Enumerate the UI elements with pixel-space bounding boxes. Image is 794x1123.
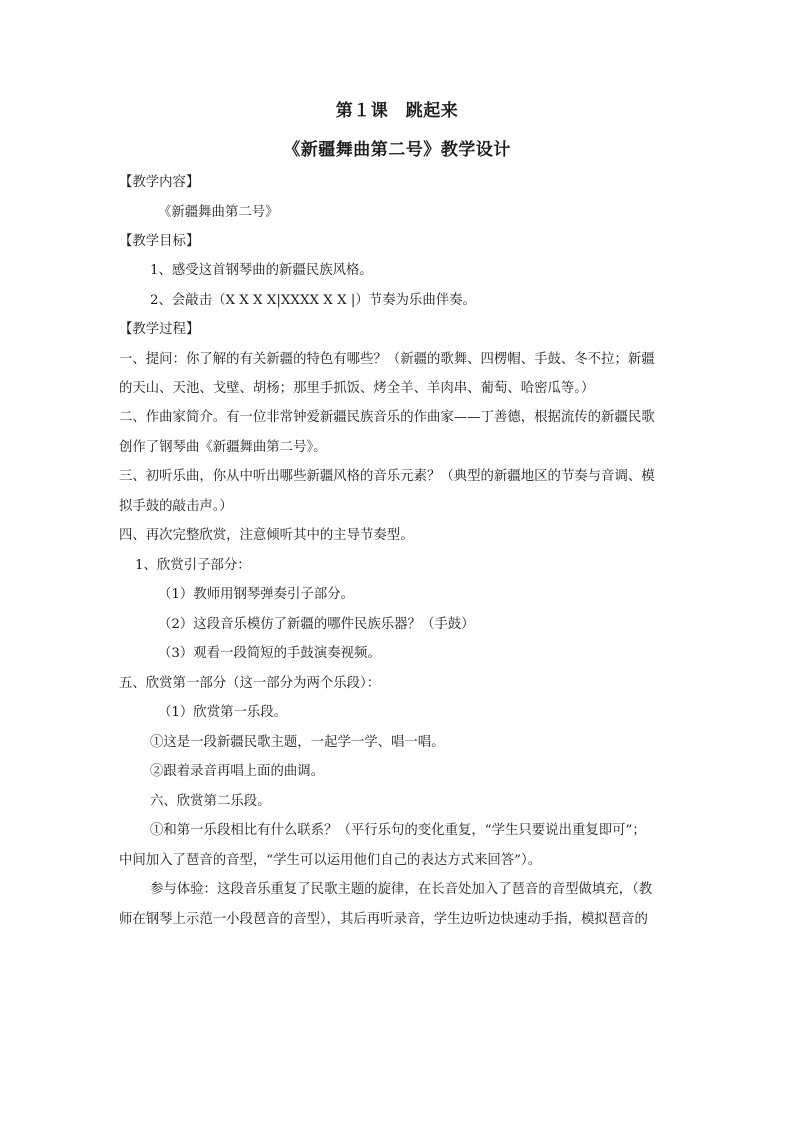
section-heading-content: 【教学内容】 (119, 175, 200, 190)
process-step-4: 四、再次完整欣赏，注意倾听其中的主导节奏型。 (119, 528, 414, 543)
participation-line-1: 参与体验：这段音乐重复了民歌主题的旋律，在长音处加入了琶音的音型做填充，（教 (150, 882, 653, 897)
participation-line-2: 师在钢琴上示范一小段琶音的音型），其后再听录音，学生边听边快速动手指，模拟琶音的 (119, 912, 648, 927)
part-2-point-1-line-2: 中间加入了琶音的音型，“学生可以运用他们自己的表达方式来回答”）。 (119, 853, 542, 868)
intro-heading: 1、欣赏引子部分： (135, 558, 251, 573)
process-step-3-line-2: 拟手鼓的敲击声。） (119, 499, 233, 514)
process-step-3-line-1: 三、初听乐曲，你从中听出哪些新疆风格的音乐元素？（典型的新疆地区的节奏与音调、模 (119, 469, 655, 484)
process-step-1-line-1: 一、提问：你了解的有关新疆的特色有哪些？（新疆的歌舞、四楞帽、手鼓、冬不拉；新疆 (119, 352, 655, 367)
part-1-point-1: ①这是一段新疆民歌主题，一起学一学、唱一唱。 (150, 735, 445, 750)
process-step-2-line-1: 二、作曲家简介。有一位非常钟爱新疆民族音乐的作曲家——丁善德，根据流传的新疆民歌 (119, 410, 655, 425)
process-step-1-line-2: 的天山、天池、戈壁、胡杨；那里手抓饭、烤全羊、羊肉串、葡萄、哈密瓜等。） (119, 381, 595, 396)
section-heading-process: 【教学过程】 (119, 322, 200, 337)
goal-item-2: 2、会敲击（X X X X|XXXX X X |）节奏为乐曲伴奏。 (150, 293, 476, 308)
part-2-point-1-line-1: ①和第一乐段相比有什么联系？（平行乐句的变化重复，“学生只要说出重复即可”； (150, 823, 646, 838)
process-step-5: 五、欣赏第一部分（这一部分为两个乐段）： (119, 676, 381, 691)
intro-item-2: （2）这段音乐模仿了新疆的哪件民族乐器？（手鼓） (158, 617, 475, 632)
intro-item-1: （1）教师用钢琴弹奏引子部分。 (158, 587, 354, 602)
goal-item-1: 1、感受这首钢琴曲的新疆民族风格。 (150, 263, 373, 278)
intro-item-3: （3）观看一段简短的手鼓演奏视频。 (158, 646, 381, 661)
content-text: 《新疆舞曲第二号》 (158, 205, 279, 220)
lesson-title: 第１课 跳起来 (335, 101, 459, 121)
process-step-6: 六、欣赏第二乐段。 (150, 794, 271, 809)
part-1-item-1: （1）欣赏第一乐段。 (158, 705, 288, 720)
part-1-point-2: ②跟着录音再唱上面的曲调。 (150, 764, 325, 779)
section-heading-goals: 【教学目标】 (119, 234, 200, 249)
document-subtitle: 《新疆舞曲第二号》教学设计 (283, 140, 511, 160)
process-step-2-line-2: 创作了钢琴曲《新疆舞曲第二号》。 (119, 440, 327, 455)
